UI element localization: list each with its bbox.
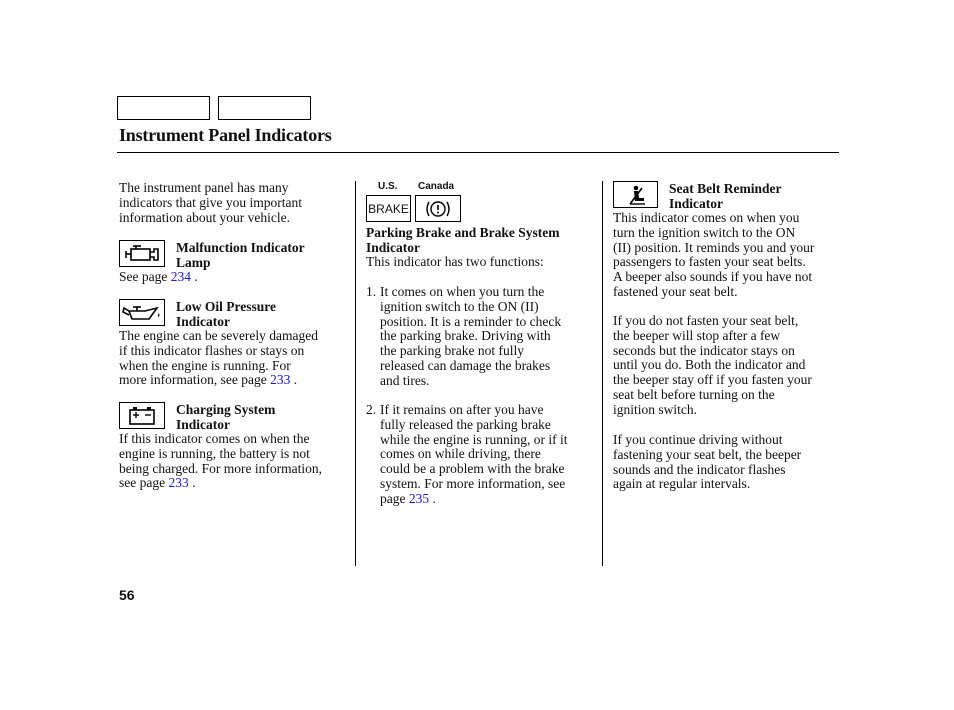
nav-button-2[interactable] xyxy=(218,96,311,120)
oil-heading: Low Oil Pressure Indicator xyxy=(176,299,276,329)
page-number: 56 xyxy=(119,587,135,603)
malfunction-see-page: See page 234 . xyxy=(119,269,198,284)
page-link-234[interactable]: 234 xyxy=(170,269,191,284)
page-link-235[interactable]: 235 xyxy=(408,490,430,506)
column-divider-1 xyxy=(355,181,356,566)
seatbelt-paragraph-1: This indicator comes on when you turn the ignition switch to the ON (II) position. It reminds you and your passengers to fasten your seat belts. A beeper also sounds if you have not fastened your seat belt. xyxy=(613,210,815,299)
intro-paragraph: The instrument panel has many indicators that give you important information about your vehicle. xyxy=(119,180,302,225)
seatbelt-paragraph-2: If you do not fasten your seat belt, the beeper will stop after a few seconds but the indicator stays on until you do. Both the indicator and the beeper stay off if you fasten your seat belt before turning on the ignition switch. xyxy=(613,313,812,417)
charging-heading: Charging System Indicator xyxy=(176,402,276,432)
list-item-2: If it remains on after you have fully released the parking brake while the engine is running, or if it comes on while driving, there could be a problem with the brake system. For more information, see page 235 . xyxy=(380,402,568,506)
battery-icon xyxy=(119,402,165,429)
malfunction-heading: Malfunction Indicator Lamp xyxy=(176,240,305,270)
seatbelt-paragraph-3: If you continue driving without fastening your seat belt, the beeper sounds and the indicator flashes again at regular intervals. xyxy=(613,432,802,492)
page-link-233[interactable]: 233 xyxy=(270,372,291,388)
charging-body: If this indicator comes on when the engine is running, the battery is not being charged. For more information, see page 233 . xyxy=(119,431,322,491)
oil-can-icon xyxy=(119,299,165,326)
seatbelt-heading: Seat Belt Reminder Indicator xyxy=(669,181,782,211)
brake-heading: Parking Brake and Brake System Indicator xyxy=(366,225,560,255)
page-title: Instrument Panel Indicators xyxy=(119,125,332,145)
list-item-1: It comes on when you turn the ignition switch to the ON (II) position. It is a reminder to check the parking brake. Driving with the parking brake not fully released can damage the brakes and tires. xyxy=(380,284,562,388)
nav-button-1[interactable] xyxy=(117,96,210,120)
list-number-1: 1. xyxy=(366,284,377,299)
brake-text-icon: BRAKE xyxy=(366,195,411,222)
check-engine-icon xyxy=(119,240,165,267)
title-rule xyxy=(117,152,839,153)
page-link-233b[interactable]: 233 xyxy=(168,475,189,491)
list-number-2: 2. xyxy=(366,402,377,417)
label-us: U.S. xyxy=(378,181,398,192)
label-canada: Canada xyxy=(418,181,455,192)
oil-body: The engine can be severely damaged if this indicator flashes or stays on when the engine is running. For more information, see page 233 . xyxy=(119,328,319,388)
seat-belt-icon xyxy=(613,181,658,208)
brake-intro: This indicator has two functions: xyxy=(366,254,544,269)
column-divider-2 xyxy=(602,181,603,566)
brake-warning-icon xyxy=(415,195,461,222)
